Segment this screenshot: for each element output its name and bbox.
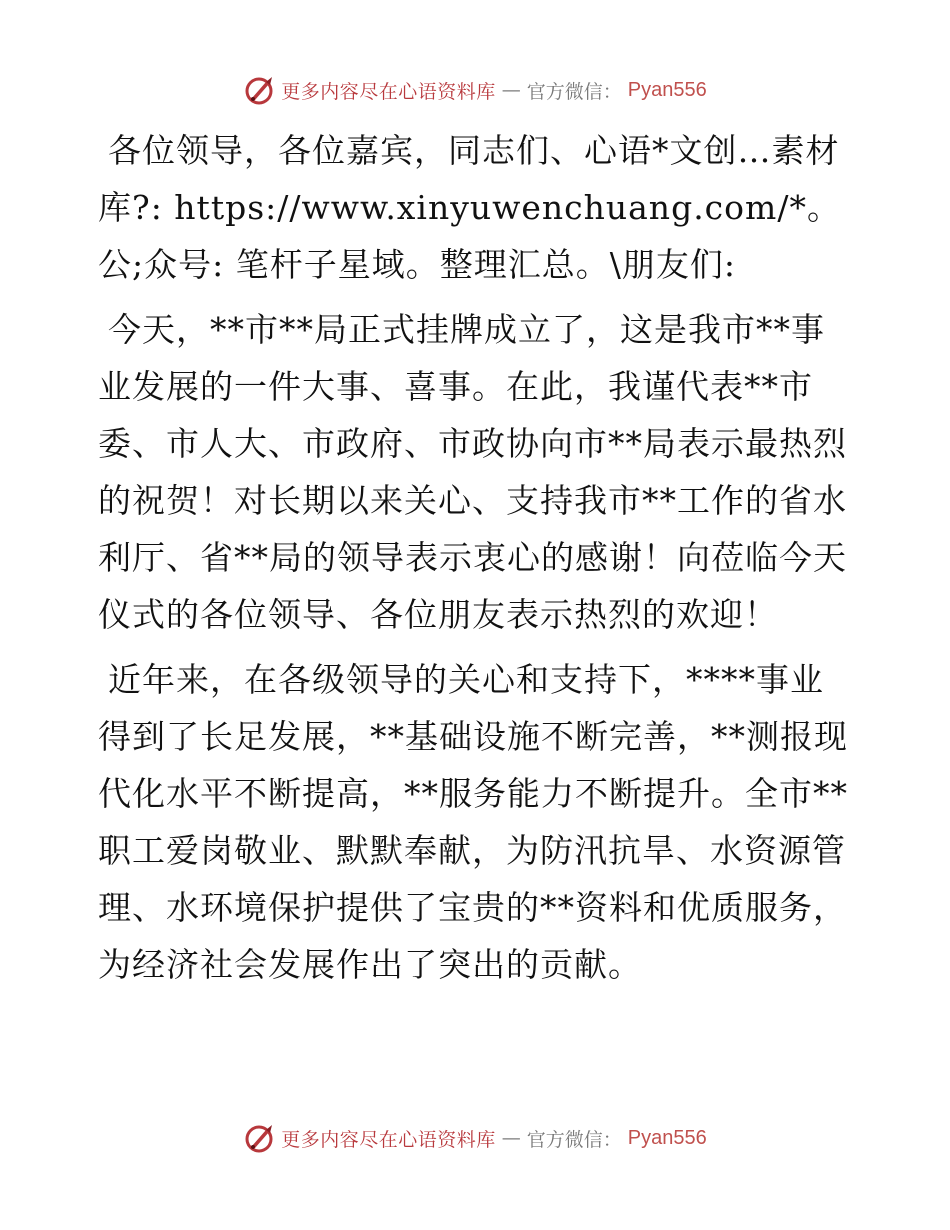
banner-separator: — bbox=[501, 1127, 521, 1149]
banner-brand-text: 更多内容尽在心语资料库 bbox=[281, 1128, 496, 1151]
banner-separator: — bbox=[501, 79, 521, 101]
document-body bbox=[98, 122, 854, 1001]
banner-wechat-id: Pyan556 bbox=[627, 1126, 707, 1149]
banner-wechat-label: 官方微信： bbox=[526, 80, 622, 103]
paragraph-greeting: 各位领导，各位嘉宾，同志们、心语*文创…素材库?: https://www.xinyuwenchuang.com/*。公;众号: 笔杆子星域。整理汇总。\朋友们: bbox=[98, 131, 841, 284]
paragraph-congratulation: 今天，**市**局正式挂牌成立了，这是我市**事业发展的一件大事、喜事。在此，我谨代表**市委、市人大、市政府、市政协向市**局表示最热烈的祝贺！对长期以来关心、支持我市**工作的省水利厅、省**局的领导表示衷心的感谢！向莅临今天仪式的各位领导、各位朋友表示热烈的欢迎！ bbox=[98, 310, 847, 634]
quill-pen-logo-icon bbox=[243, 1122, 275, 1154]
header-banner bbox=[0, 70, 950, 110]
banner-wechat-id: Pyan556 bbox=[627, 78, 707, 101]
banner-wechat-label: 官方微信： bbox=[526, 1128, 622, 1151]
banner-brand-text: 更多内容尽在心语资料库 bbox=[281, 80, 496, 103]
paragraph-achievements: 近年来，在各级领导的关心和支持下，****事业得到了长足发展，**基础设施不断完善，**测报现代化水平不断提高，**服务能力不断提升。全市**职工爱岗敬业、默默奉献，为防汛抗旱、水资源管理、水环境保护提供了宝贵的**资料和优质服务，为经济社会发展作出了突出的贡献。 bbox=[98, 660, 848, 984]
footer-banner bbox=[0, 1118, 950, 1158]
quill-pen-logo-icon bbox=[243, 74, 275, 106]
